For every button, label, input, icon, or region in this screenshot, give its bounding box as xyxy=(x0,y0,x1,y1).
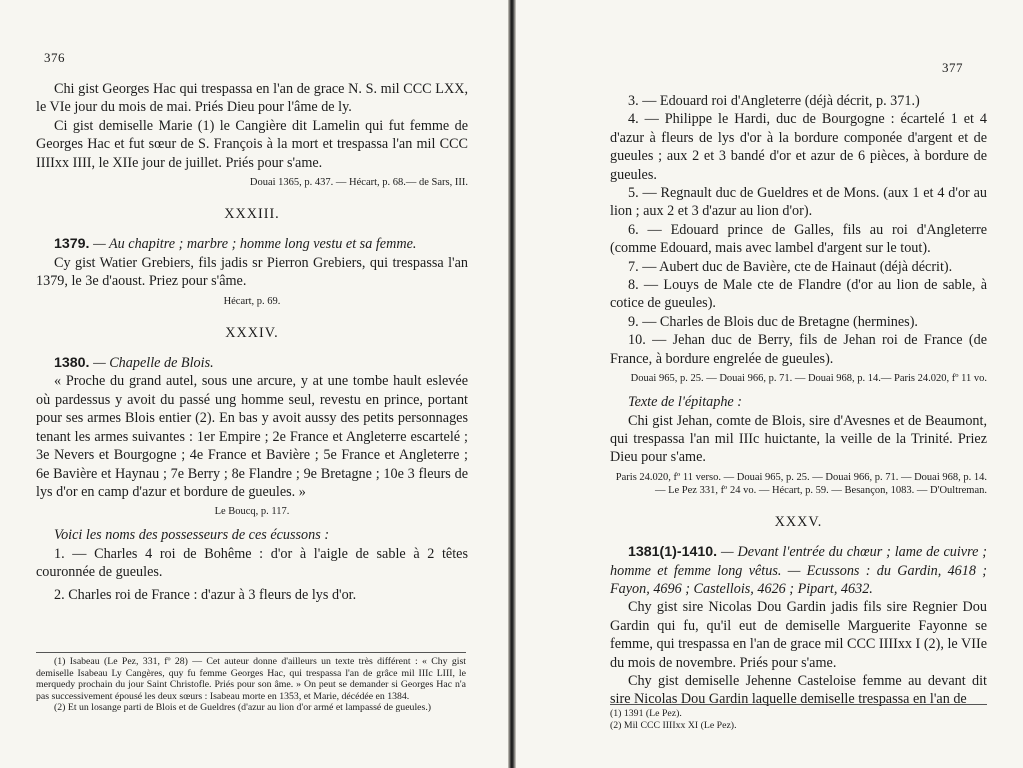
list-item: 9. — Charles de Blois duc de Bretagne (hermines). xyxy=(628,313,918,330)
list-item: 5. — Regnault duc de Gueldres et de Mons. (aux 1 et 4 d'or au lion ; aux 2 et 3 d'azur au lion d'or). xyxy=(610,185,987,220)
entry-location: — Devant l'entrée du chœur ; lame de cuivre ; homme et femme long vêtus. — Ecussons : du Gardin, 4618 ; Fayon, 4696 ; Castellois, 4626 ; Pipart, 4632. xyxy=(610,544,987,597)
entry-location: — Au chapitre ; marbre ; homme long vestu et sa femme. xyxy=(89,236,417,253)
footnote: (1) Isabeau (Le Pez, 331, fº 28) — Cet auteur donne d'ailleurs un texte très différent : « Chy gist demiselle Isabeau Ly Cangères, quy fu femme Georges Hac, qui trespassa l'an de grâce mil IIIc LIII, le merquedy prochain du jour Saint Christofle. Priés pour son âme. » On peut se demander si Georges Hac n'a pas successivement épousé les deux sœurs : Isabeau morte en 1353, et Marie, décédée en 1384. xyxy=(36,656,466,702)
source-citation: Le Boucq, p. 117. xyxy=(214,506,290,518)
source-citation: Paris 24.020, fº 11 verso. — Douai 965, p. 25. — Douai 966, p. 71. — Douai 968, p. 14. — Le Pez 331, fº 24 vo. — Hécart, p. 59. — Besançon, 1083. — D'Oultreman. xyxy=(615,471,987,496)
entry-heading xyxy=(36,235,468,253)
left-page xyxy=(0,0,508,768)
epitaph-paragraph: Chy gist demiselle Jehenne Casteloise femme au devant dit sire Nicolas Dou Gardin laquelle demiselle trespassa en l'an de xyxy=(610,672,987,708)
section-number: XXXV. xyxy=(774,513,823,530)
list-item: 7. — Aubert duc de Bavière, cte de Hainaut (déjà décrit). xyxy=(628,258,953,275)
epitaph-paragraph: Ci gist demiselle Marie (1) le Cangière dit Lamelin qui fut femme de Georges Hac et fut sœur de S. François à la mort et trespassa l'an mil CCC IIIIxx IIII, le XIIe jour de juillet. Priés pour s'ame. xyxy=(36,117,468,171)
section-number: XXXIV. xyxy=(225,324,279,341)
right-text-column xyxy=(610,92,987,709)
right-page xyxy=(516,0,1023,768)
source-citation: Douai 965, p. 25. — Douai 966, p. 71. — Douai 968, p. 14.— Paris 24.020, fº 11 vo. xyxy=(630,373,987,385)
list-item: 3. — Edouard roi d'Angleterre (déjà décrit, p. 371.) xyxy=(628,93,920,109)
description-paragraph: « Proche du grand autel, sous une arcure, y at une tombe hault eslevée où pardessus y avoit du passé ung homme seul, revestu en prince, portant pour ses armes Blois entier (2). En bas y avoit aussy des petits personnages tenant les armes suivantes : 1er Empire ; 2e France et Angleterre escartelé ; 3e Nevers et Bourgogne ; 4e France et Bavière ; 5e France et Angleterre ; 6e Bavière et Haynau ; 7e Berry ; 8e Flandre ; 9e Bretagne ; 10e 3 fleurs de lys d'or en camp d'azur et bordure de gueules. » xyxy=(36,373,468,500)
entry-year: 1379. xyxy=(54,236,90,253)
page-number: 377 xyxy=(942,60,963,75)
entry-year: 1380. xyxy=(54,355,90,372)
footnote: (2) Et un losange parti de Blois et de Gueldres (d'azur au lion d'or armé et lampassé de gueules.) xyxy=(54,702,432,714)
list-intro: Voici les noms des possesseurs de ces écussons : xyxy=(54,527,330,544)
footnote: (1) 1391 (Le Pez). xyxy=(610,708,682,719)
entry-heading xyxy=(36,354,468,372)
list-item: 1. — Charles 4 roi de Bohême : d'or à l'aigle de sable à 2 têtes couronnée de gueules. xyxy=(36,545,468,581)
entry-location: — Chapelle de Blois. xyxy=(89,355,214,372)
epitaph-paragraph: Chy gist sire Nicolas Dou Gardin jadis fils sire Regnier Dou Gardin qui fu, qu'il eut de demiselle Marguerite Fayonne se femme, qui trespassa en l'an de grace mil CCC IIIIxx I (2), le VIIe du mois de novembre. Priés pour s'ame. xyxy=(610,599,987,671)
source-citation: Hécart, p. 69. xyxy=(223,295,281,307)
section-number: XXXIII. xyxy=(224,206,280,223)
book-gutter xyxy=(508,0,516,768)
footnote: (2) Mil CCC IIIIxx XI (Le Pez). xyxy=(610,719,737,731)
list-item: 4. — Philippe le Hardi, duc de Bourgogne : écartelé 1 et 4 d'azur à fleurs de lys d'or à la bordure componée d'argent et de gueules ; aux 2 et 3 bandé d'or et azur de 6 pièces, à bordure de gueules. xyxy=(610,111,987,183)
left-text-column xyxy=(36,80,468,604)
list-item: 2. Charles roi de France : d'azur à 3 fleurs de lys d'or. xyxy=(54,586,357,603)
list-item: 6. — Edouard prince de Galles, fils au roi d'Angleterre (comme Edouard, mais avec lambel d'argent sur le tout). xyxy=(610,221,987,257)
epitaph-paragraph: Chi gist Georges Hac qui trespassa en l'an de grace N. S. mil CCC LXX, le VIe jour du mois de mai. Priés Dieu pour l'âme de ly. xyxy=(36,81,468,116)
epitaph-label: Texte de l'épitaphe : xyxy=(628,394,743,411)
list-item: 8. — Louys de Male cte de Flandre (d'or au lion de sable, à cotice de gueules). xyxy=(610,277,987,312)
entry-heading xyxy=(610,543,987,598)
epitaph-paragraph: Cy gist Watier Grebiers, fils jadis sr Pierron Grebiers, qui trespassa l'an 1379, le 3e d'aoust. Priez pour s'âme. xyxy=(36,254,468,290)
list-item: 10. — Jehan duc de Berry, fils de Jehan roi de France (de France, à bordure engrelée de gueules). xyxy=(610,332,987,367)
entry-year: 1381(1)-1410. xyxy=(628,544,718,561)
footnotes xyxy=(36,652,466,714)
source-citation: Douai 1365, p. 437. — Hécart, p. 68.— de Sars, III. xyxy=(249,177,468,189)
page-number: 376 xyxy=(44,50,65,65)
footnotes xyxy=(610,704,987,731)
epitaph-paragraph: Chi gist Jehan, comte de Blois, sire d'Avesnes et de Beaumont, qui trespassa l'an mil IIIc huictante, la veille de la Trinité. Priez Dieu pour s'ame. xyxy=(610,412,987,466)
